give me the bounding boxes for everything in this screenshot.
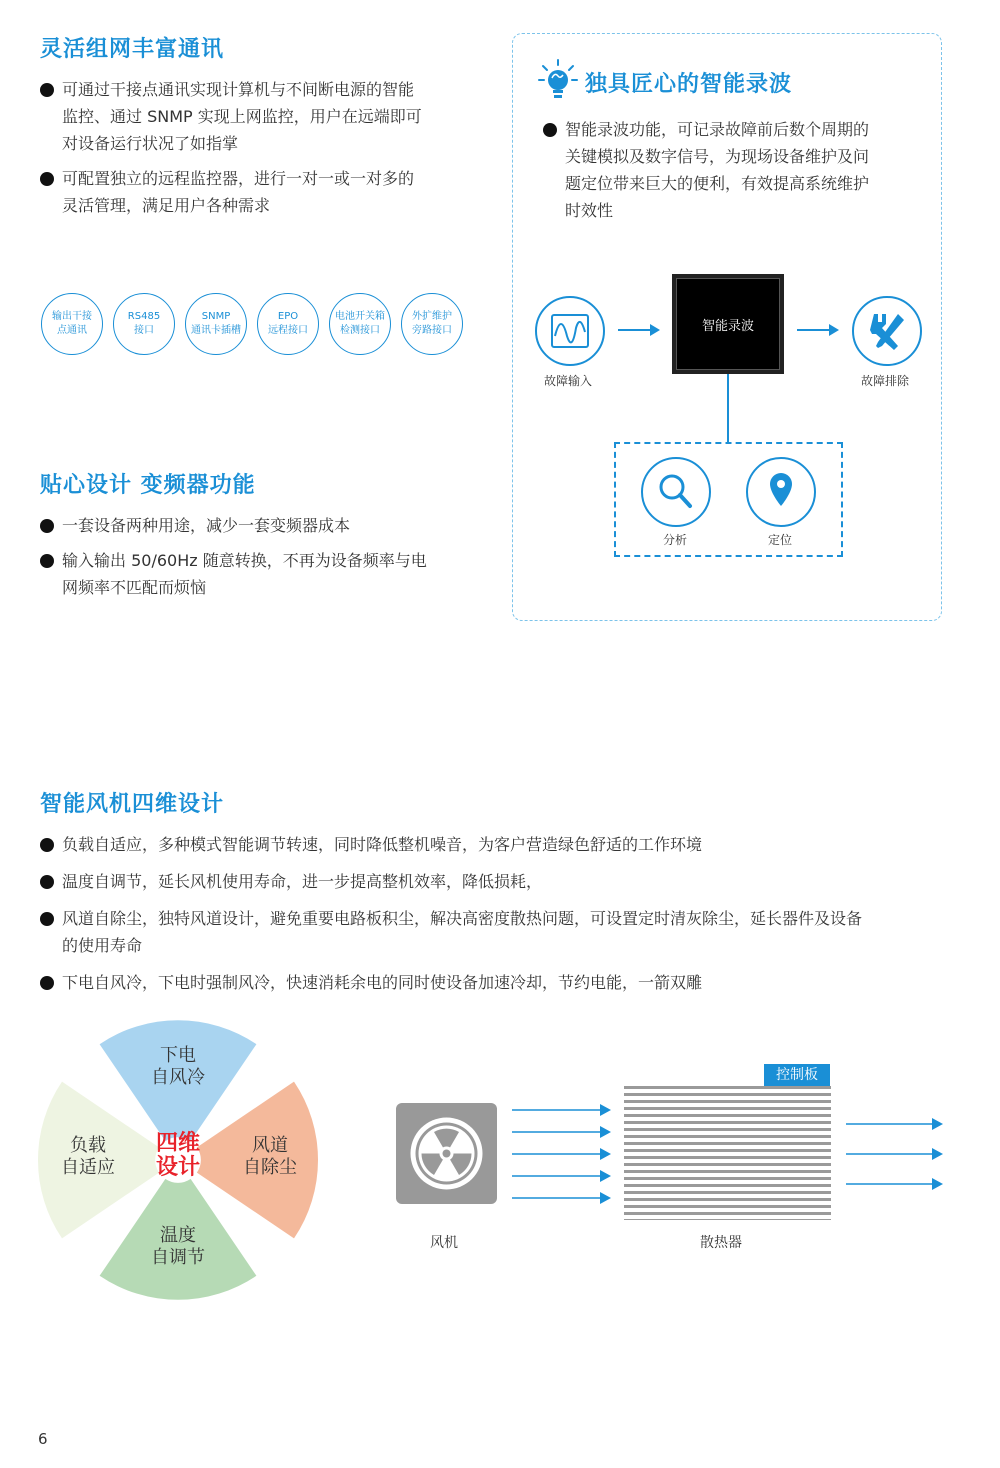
bullet-line: 下电自风冷，下电时强制风冷，快速消耗余电的同时使设备加速冷却，节约电能，一箭双雕 bbox=[62, 973, 703, 992]
bullet-line: 对设备运行状况了如指掌 bbox=[62, 134, 239, 153]
interface-label-1: EPO bbox=[277, 311, 299, 322]
bullet-line: 智能录波功能，可记录故障前后数个周期的 bbox=[565, 120, 870, 139]
bullet-line: 一套设备两种用途，减少一套变频器成本 bbox=[62, 516, 351, 535]
fault-input-circle bbox=[535, 296, 605, 366]
petal-bottom-text bbox=[138, 1225, 218, 1269]
interface-label-2: 检测接口 bbox=[340, 325, 380, 336]
lightbulb-icon bbox=[538, 58, 578, 102]
fan-icon bbox=[396, 1103, 497, 1204]
page-number: 6 bbox=[38, 1430, 48, 1448]
petal-label: 自除尘 bbox=[243, 1157, 297, 1178]
bullet-dot bbox=[40, 912, 54, 926]
petal-label: 温度 bbox=[160, 1225, 196, 1246]
waveform-icon bbox=[537, 298, 603, 364]
bullet-line: 灵活管理，满足用户各种需求 bbox=[62, 196, 271, 215]
petal-label: 自调节 bbox=[151, 1247, 205, 1268]
bullet-line: 温度自调节，延长风机使用寿命，进一步提高整机效率，降低损耗， bbox=[62, 872, 543, 891]
analyze-label: 分析 bbox=[663, 533, 688, 547]
bullet-line: 的使用寿命 bbox=[62, 936, 143, 955]
section2-bullets bbox=[40, 512, 480, 601]
interface-label-1: RS485 bbox=[127, 311, 161, 322]
bullet-item bbox=[40, 868, 960, 895]
interface-label-1: 电池开关箱 bbox=[335, 311, 385, 322]
bullet-item bbox=[40, 512, 480, 539]
bullet-dot bbox=[40, 554, 54, 568]
bullet-dot bbox=[40, 838, 54, 852]
interface-circle bbox=[185, 293, 247, 355]
interface-label-1: 外扩维护 bbox=[412, 311, 452, 322]
center-label bbox=[143, 1132, 213, 1180]
petal-left-text bbox=[48, 1135, 128, 1179]
interface-circle bbox=[257, 293, 319, 355]
bullet-item bbox=[40, 76, 480, 157]
center-label-line: 四维 bbox=[155, 1131, 200, 1156]
section1-bullets bbox=[40, 76, 480, 219]
waveform-recorder-box bbox=[672, 274, 784, 374]
bullet-item bbox=[40, 831, 960, 858]
fault-removal-label: 故障排除 bbox=[861, 374, 910, 388]
petal-label: 自风冷 bbox=[151, 1067, 205, 1088]
heatsink-label: 散热器 bbox=[700, 1235, 742, 1251]
bullet-line: 输入输出 50/60Hz 随意转换，不再为设备频率与电 bbox=[62, 551, 427, 570]
arrow-right-icon bbox=[793, 322, 843, 338]
bullet-line: 监控、通过 SNMP 实现上网监控，用户在远端即可 bbox=[62, 107, 422, 126]
connector-line bbox=[727, 374, 729, 442]
bullet-line: 可通过干接点通讯实现计算机与不间断电源的智能 bbox=[62, 80, 415, 99]
section1-title: 灵活组网丰富通讯 bbox=[40, 37, 225, 62]
magnifier-icon bbox=[643, 459, 709, 525]
location-pin-icon bbox=[748, 459, 814, 525]
petal-label: 自适应 bbox=[61, 1157, 115, 1178]
bullet-item bbox=[40, 547, 480, 601]
bullet-line: 时效性 bbox=[565, 201, 614, 220]
bullet-dot bbox=[40, 172, 54, 186]
bullet-line: 负载自适应，多种模式智能调节转速，同时降低整机噪音，为客户营造绿色舒适的工作环境 bbox=[62, 835, 703, 854]
interface-circle bbox=[329, 293, 391, 355]
interface-circle bbox=[41, 293, 103, 355]
bullet-item bbox=[543, 116, 923, 224]
section3-title: 智能风机四维设计 bbox=[40, 792, 225, 817]
center-label-line: 设计 bbox=[155, 1155, 200, 1180]
locate-circle bbox=[746, 457, 816, 527]
bullet-line: 风道自除尘，独特风道设计，避免重要电路板积尘，解决高密度散热问题，可设置定时清灰除尘，延长器件及设备 bbox=[62, 909, 863, 928]
interface-label-2: 旁路接口 bbox=[412, 325, 452, 336]
tools-icon bbox=[854, 298, 920, 364]
bullet-item bbox=[40, 905, 960, 959]
interface-circle bbox=[113, 293, 175, 355]
interface-label-1: SNMP bbox=[201, 311, 231, 322]
panel-title: 独具匠心的智能录波 bbox=[585, 72, 793, 97]
bullet-line: 题定位带来巨大的便利，有效提高系统维护 bbox=[565, 174, 870, 193]
bullet-line: 网频率不匹配而烦恼 bbox=[62, 578, 207, 597]
petal-label: 负载 bbox=[70, 1135, 106, 1156]
fault-input-label: 故障输入 bbox=[544, 374, 593, 388]
interface-label-2: 点通讯 bbox=[57, 325, 87, 336]
section2-title: 贴心设计 变频器功能 bbox=[40, 473, 256, 498]
bullet-line: 可配置独立的远程监控器，进行一对一或一对多的 bbox=[62, 169, 415, 188]
bullet-line: 关键模拟及数字信号，为现场设备维护及问 bbox=[565, 147, 870, 166]
locate-label: 定位 bbox=[768, 533, 793, 547]
bullet-dot bbox=[40, 875, 54, 889]
bullet-dot bbox=[40, 83, 54, 97]
control-board-tag: 控制板 bbox=[764, 1064, 830, 1086]
fault-removal-circle bbox=[852, 296, 922, 366]
petal-top-text bbox=[138, 1045, 218, 1089]
interface-circle bbox=[401, 293, 463, 355]
analyze-circle bbox=[641, 457, 711, 527]
arrow-right-icon bbox=[614, 322, 664, 338]
fan-box bbox=[396, 1103, 497, 1204]
panel-bullets bbox=[543, 116, 923, 224]
interface-label-1: 输出干接 bbox=[52, 311, 92, 322]
petal-label: 风道 bbox=[252, 1135, 288, 1156]
airflow-arrows-out bbox=[844, 1114, 946, 1194]
heatsink bbox=[624, 1086, 831, 1220]
interface-label-2: 远程接口 bbox=[268, 325, 308, 336]
petal-right-text bbox=[230, 1135, 310, 1179]
bullet-dot bbox=[40, 976, 54, 990]
waveform-recorder-label: 智能录波 bbox=[676, 278, 780, 370]
bullet-dot bbox=[543, 123, 557, 137]
fan-label: 风机 bbox=[430, 1235, 458, 1251]
bullet-dot bbox=[40, 519, 54, 533]
airflow-arrows-in bbox=[510, 1100, 614, 1206]
section3-bullets bbox=[40, 831, 960, 996]
bullet-item bbox=[40, 969, 960, 996]
bullet-item bbox=[40, 165, 480, 219]
petal-label: 下电 bbox=[160, 1045, 196, 1066]
interface-label-2: 通讯卡插槽 bbox=[191, 325, 241, 336]
interface-label-2: 接口 bbox=[133, 325, 154, 336]
